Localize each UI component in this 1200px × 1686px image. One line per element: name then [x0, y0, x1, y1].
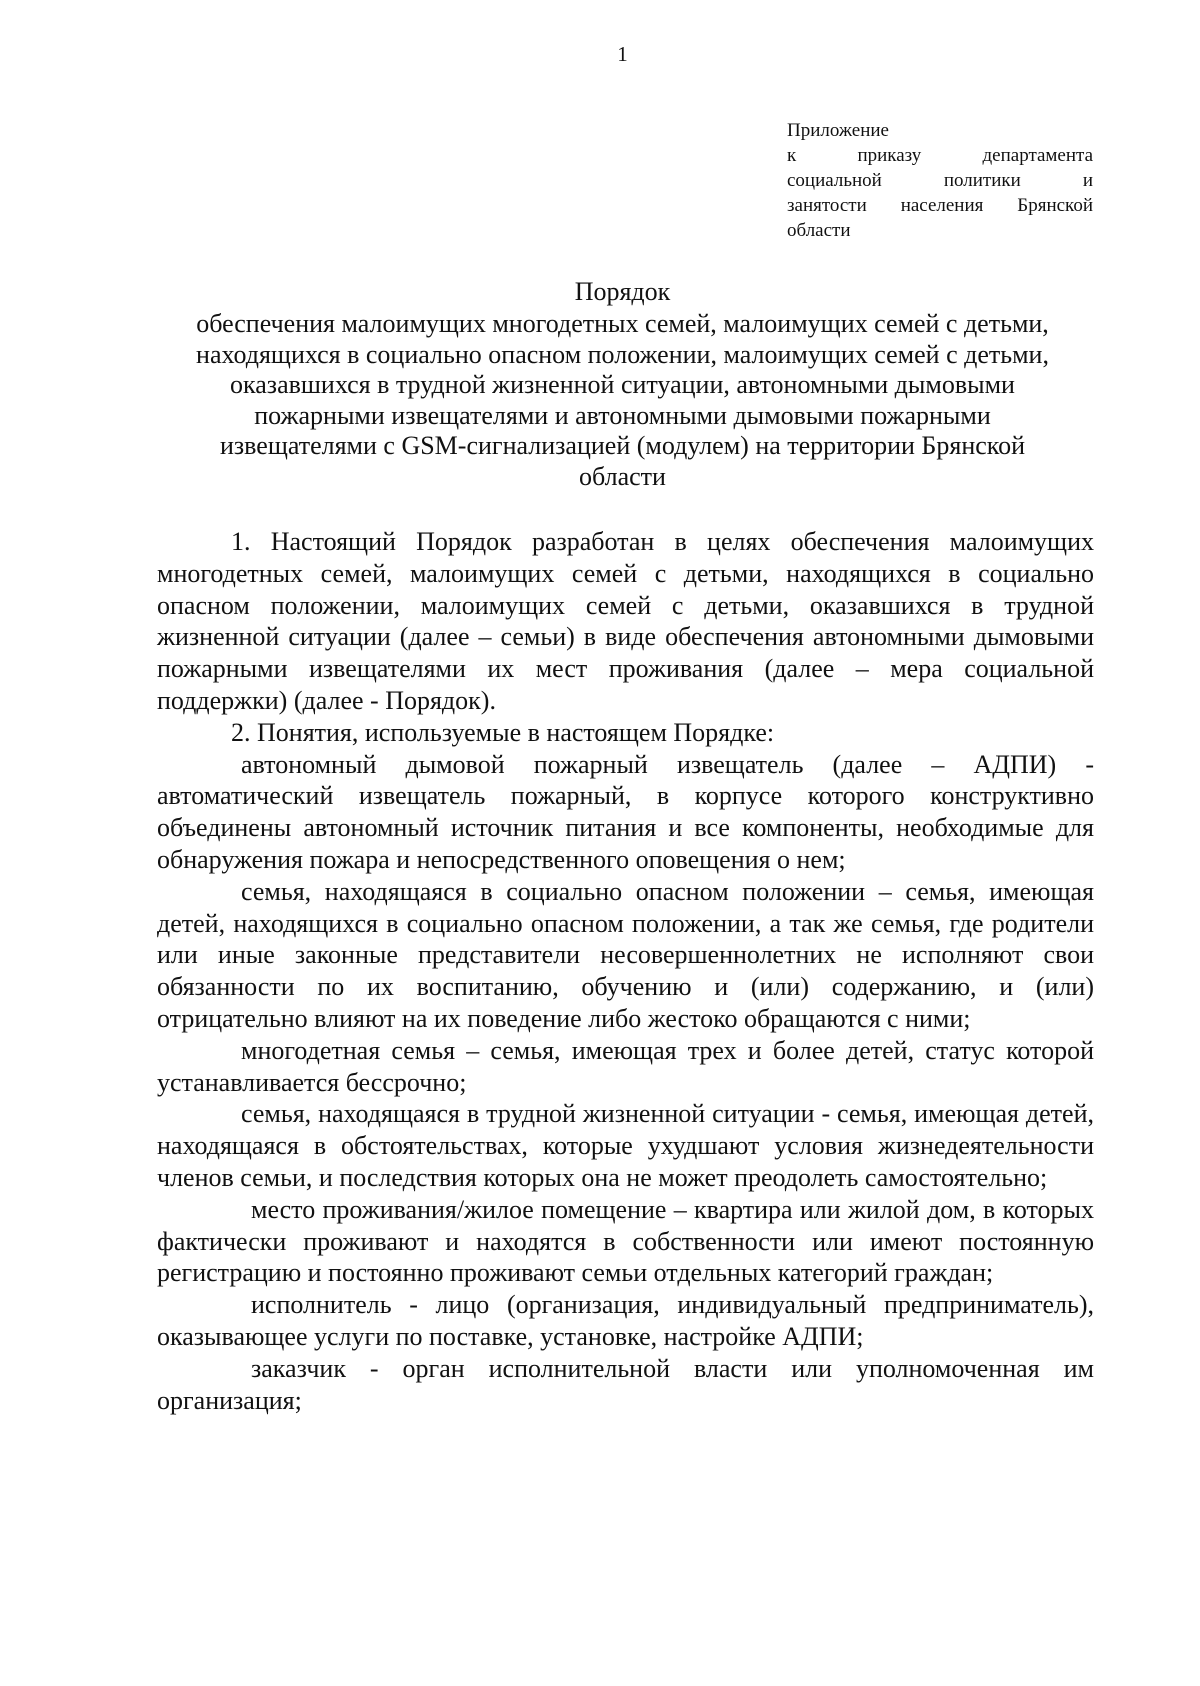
appendix-line: к приказу департамента — [787, 145, 1093, 166]
paragraph-1: 1. Настоящий Порядок разработан в целях обеспечения малоимущих многодетных семей, малоимущих семей с детьми, находящихся в социально опасном положении, малоимущих семей с детьми, оказавшихся в трудной жизненной ситуации (далее – семьи) в виде обеспечения автономными дымовыми пожарными извещателями их мест проживания (далее – мера социальной поддержки) (далее - Порядок). — [157, 527, 1094, 715]
subtitle-line: извещателями с GSM-сигнализацией (модулем) на территории Брянской — [219, 431, 1026, 460]
definition-contractor: исполнитель - лицо (организация, индивидуальный предприниматель), оказывающее услуги по поставке, установке, настройке АДПИ; — [157, 1290, 1094, 1351]
appendix-line: социальной политики и — [787, 170, 1093, 191]
appendix-line: области — [787, 220, 851, 241]
definition-difficult-situation-family: семья, находящаяся в трудной жизненной ситуации - семья, имеющая детей, находящаяся в обстоятельствах, которые ухудшают условия жизнедеятельности членов семьи, и последствия которых она не может преодолеть самостоятельно; — [157, 1099, 1094, 1192]
definition-adpi: автономный дымовой пожарный извещатель (далее – АДПИ) - автоматический извещатель пожарный, в корпусе которого конструктивно объединены автономный источник питания и все компоненты, необходимые для обнаружения пожара и непосредственного оповещения о нем; — [157, 749, 1094, 874]
subtitle-line: находящихся в социально опасном положении, малоимущих семей с детьми, — [196, 339, 1049, 369]
subtitle-line: оказавшихся в трудной жизненной ситуации, автономными дымовыми — [230, 370, 1015, 399]
appendix-header — [787, 118, 1093, 243]
subtitle-line: области — [579, 461, 666, 491]
definition-large-family: многодетная семья – семья, имеющая трех и более детей, статус которой устанавливается бессрочно; — [157, 1035, 1094, 1097]
definition-residence: место проживания/жилое помещение – квартира или жилой дом, в которых фактически проживают и находятся в собственности или имеют постоянную регистрацию и постоянно проживают семьи отдельных категорий граждан; — [157, 1194, 1094, 1288]
subtitle-line: пожарными извещателями и автономными дымовыми пожарными — [254, 400, 991, 430]
page-number: 1 — [617, 42, 628, 66]
document-title: Порядок — [574, 277, 671, 306]
document-body — [157, 526, 1094, 1416]
paragraph-2: 2. Понятия, используемые в настоящем Порядке: — [231, 717, 775, 747]
document-subtitle — [150, 309, 1095, 492]
definition-dangerous-family: семья, находящаяся в социально опасном положении – семья, имеющая детей, находящихся в социально опасном положении, а так же семья, где родители или иные законные представители несовершеннолетних не исполняют свои обязанности по их воспитанию, обучению и (или) содержанию, и (или) отрицательно влияют на их поведение либо жестоко обращаются с ними; — [157, 876, 1094, 1033]
definition-customer: заказчик - орган исполнительной власти или уполномоченная им организация; — [157, 1353, 1094, 1415]
subtitle-line: обеспечения малоимущих многодетных семей, малоимущих семей с детьми, — [196, 309, 1049, 338]
appendix-line: Приложение — [787, 120, 889, 141]
appendix-line: занятости населения Брянской — [787, 195, 1093, 216]
